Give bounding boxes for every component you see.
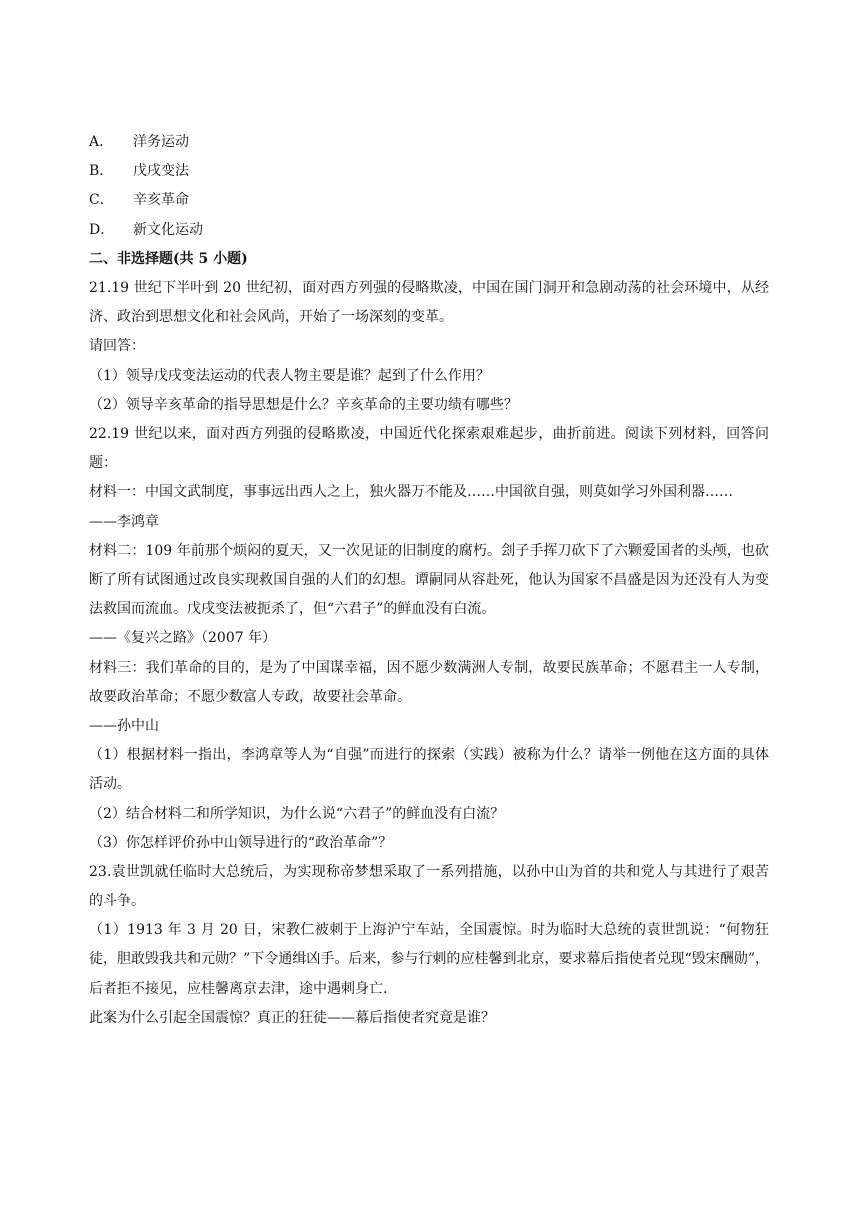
q22-sub3: （3）你怎样评价孙中山领导进行的“政治革命”？ <box>89 834 393 851</box>
q22-stem: 22.19 世纪以来，面对西方列强的侵略欺凌，中国近代化探索艰难起步，曲折前进。阅读下列材料，回答问题： <box>89 425 769 472</box>
option-text: 戊戌变法 <box>133 163 189 180</box>
q22-material-2-source: ——《复兴之路》（2007 年） <box>89 630 277 647</box>
section-heading: 二、非选择题(共 5 小题) <box>89 250 248 267</box>
q22-material-1-source: ——李鸿章 <box>89 513 159 530</box>
option-text: 新文化运动 <box>133 221 203 238</box>
q22-sub2: （2）结合材料二和所学知识，为什么说“六君子”的鲜血没有白流？ <box>89 805 505 822</box>
q23-sub1: （1）1913 年 3 月 20 日，宋教仁被刺于上海沪宁车站，全国震惊。时为临时大总统的袁世凯说：“何物狂徒，胆敢毁我共和元勋？”下令通缉凶手。后来，参与行刺的应桂馨到北京，要求幕后指使者兑现“毁宋酬勋”，后者拒不接见，应桂馨离京去津，途中遇刺身亡. <box>89 922 769 997</box>
q23-question: 此案为什么引起全国震惊？真正的狂徒——幕后指使者究竟是谁？ <box>89 1009 495 1026</box>
q22-material-3-source: ——孙中山 <box>89 717 159 734</box>
q22-material-3: 材料三：我们革命的目的，是为了中国谋幸福，因不愿少数满洲人专制，故要民族革命；不愿君主一人专制，故要政治革命；不愿少数富人专政，故要社会革命。 <box>89 659 769 705</box>
q21-sub1: （1）领导戊戌变法运动的代表人物主要是谁？起到了什么作用？ <box>89 367 490 384</box>
option-d <box>89 216 769 245</box>
q23-stem: 23.袁世凯就任临时大总统后，为实现称帝梦想采取了一系列措施，以孙中山为首的共和党人与其进行了艰苦的斗争。 <box>89 863 769 910</box>
option-letter: B． <box>89 163 114 180</box>
q21-sub2: （2）领导辛亥革命的指导思想是什么？辛亥革命的主要功绩有哪些？ <box>89 396 518 413</box>
option-a <box>89 128 769 157</box>
option-text: 辛亥革命 <box>133 192 189 209</box>
option-text: 洋务运动 <box>133 134 189 150</box>
q22-material-2: 材料二：109 年前那个烦闷的夏天，又一次见证的旧制度的腐朽。刽子手挥刀砍下了六颗爱国者的头颅，也砍断了所有试图通过改良实现救国自强的人们的幻想。谭嗣同从容赴死，他认为国家不昌盛是因为还没有人为变法救国而流血。戊戌变法被扼杀了，但“六君子”的鲜血没有白流。 <box>89 542 769 618</box>
option-letter: C． <box>89 192 114 209</box>
q21-stem: 21.19 世纪下半叶到 20 世纪初，面对西方列强的侵略欺凌，中国在国门洞开和急剧动荡的社会环境中，从经济、政治到思想文化和社会风尚，开始了一场深刻的变革。 <box>89 279 769 326</box>
q22-material-1: 材料一：中国文武制度，事事远出西人之上，独火器万不能及……中国欲自强，则莫如学习外国利器…… <box>89 484 733 501</box>
option-c <box>89 186 769 215</box>
page-content <box>89 128 769 1033</box>
q21-prompt: 请回答： <box>89 338 145 355</box>
q22-sub1: （1）根据材料一指出，李鸿章等人为“自强”而进行的探索（实践）被称为什么？请举一例他在这方面的具体活动。 <box>89 747 769 793</box>
option-letter: A． <box>89 134 114 150</box>
option-letter: D． <box>89 221 115 238</box>
option-b <box>89 157 769 186</box>
